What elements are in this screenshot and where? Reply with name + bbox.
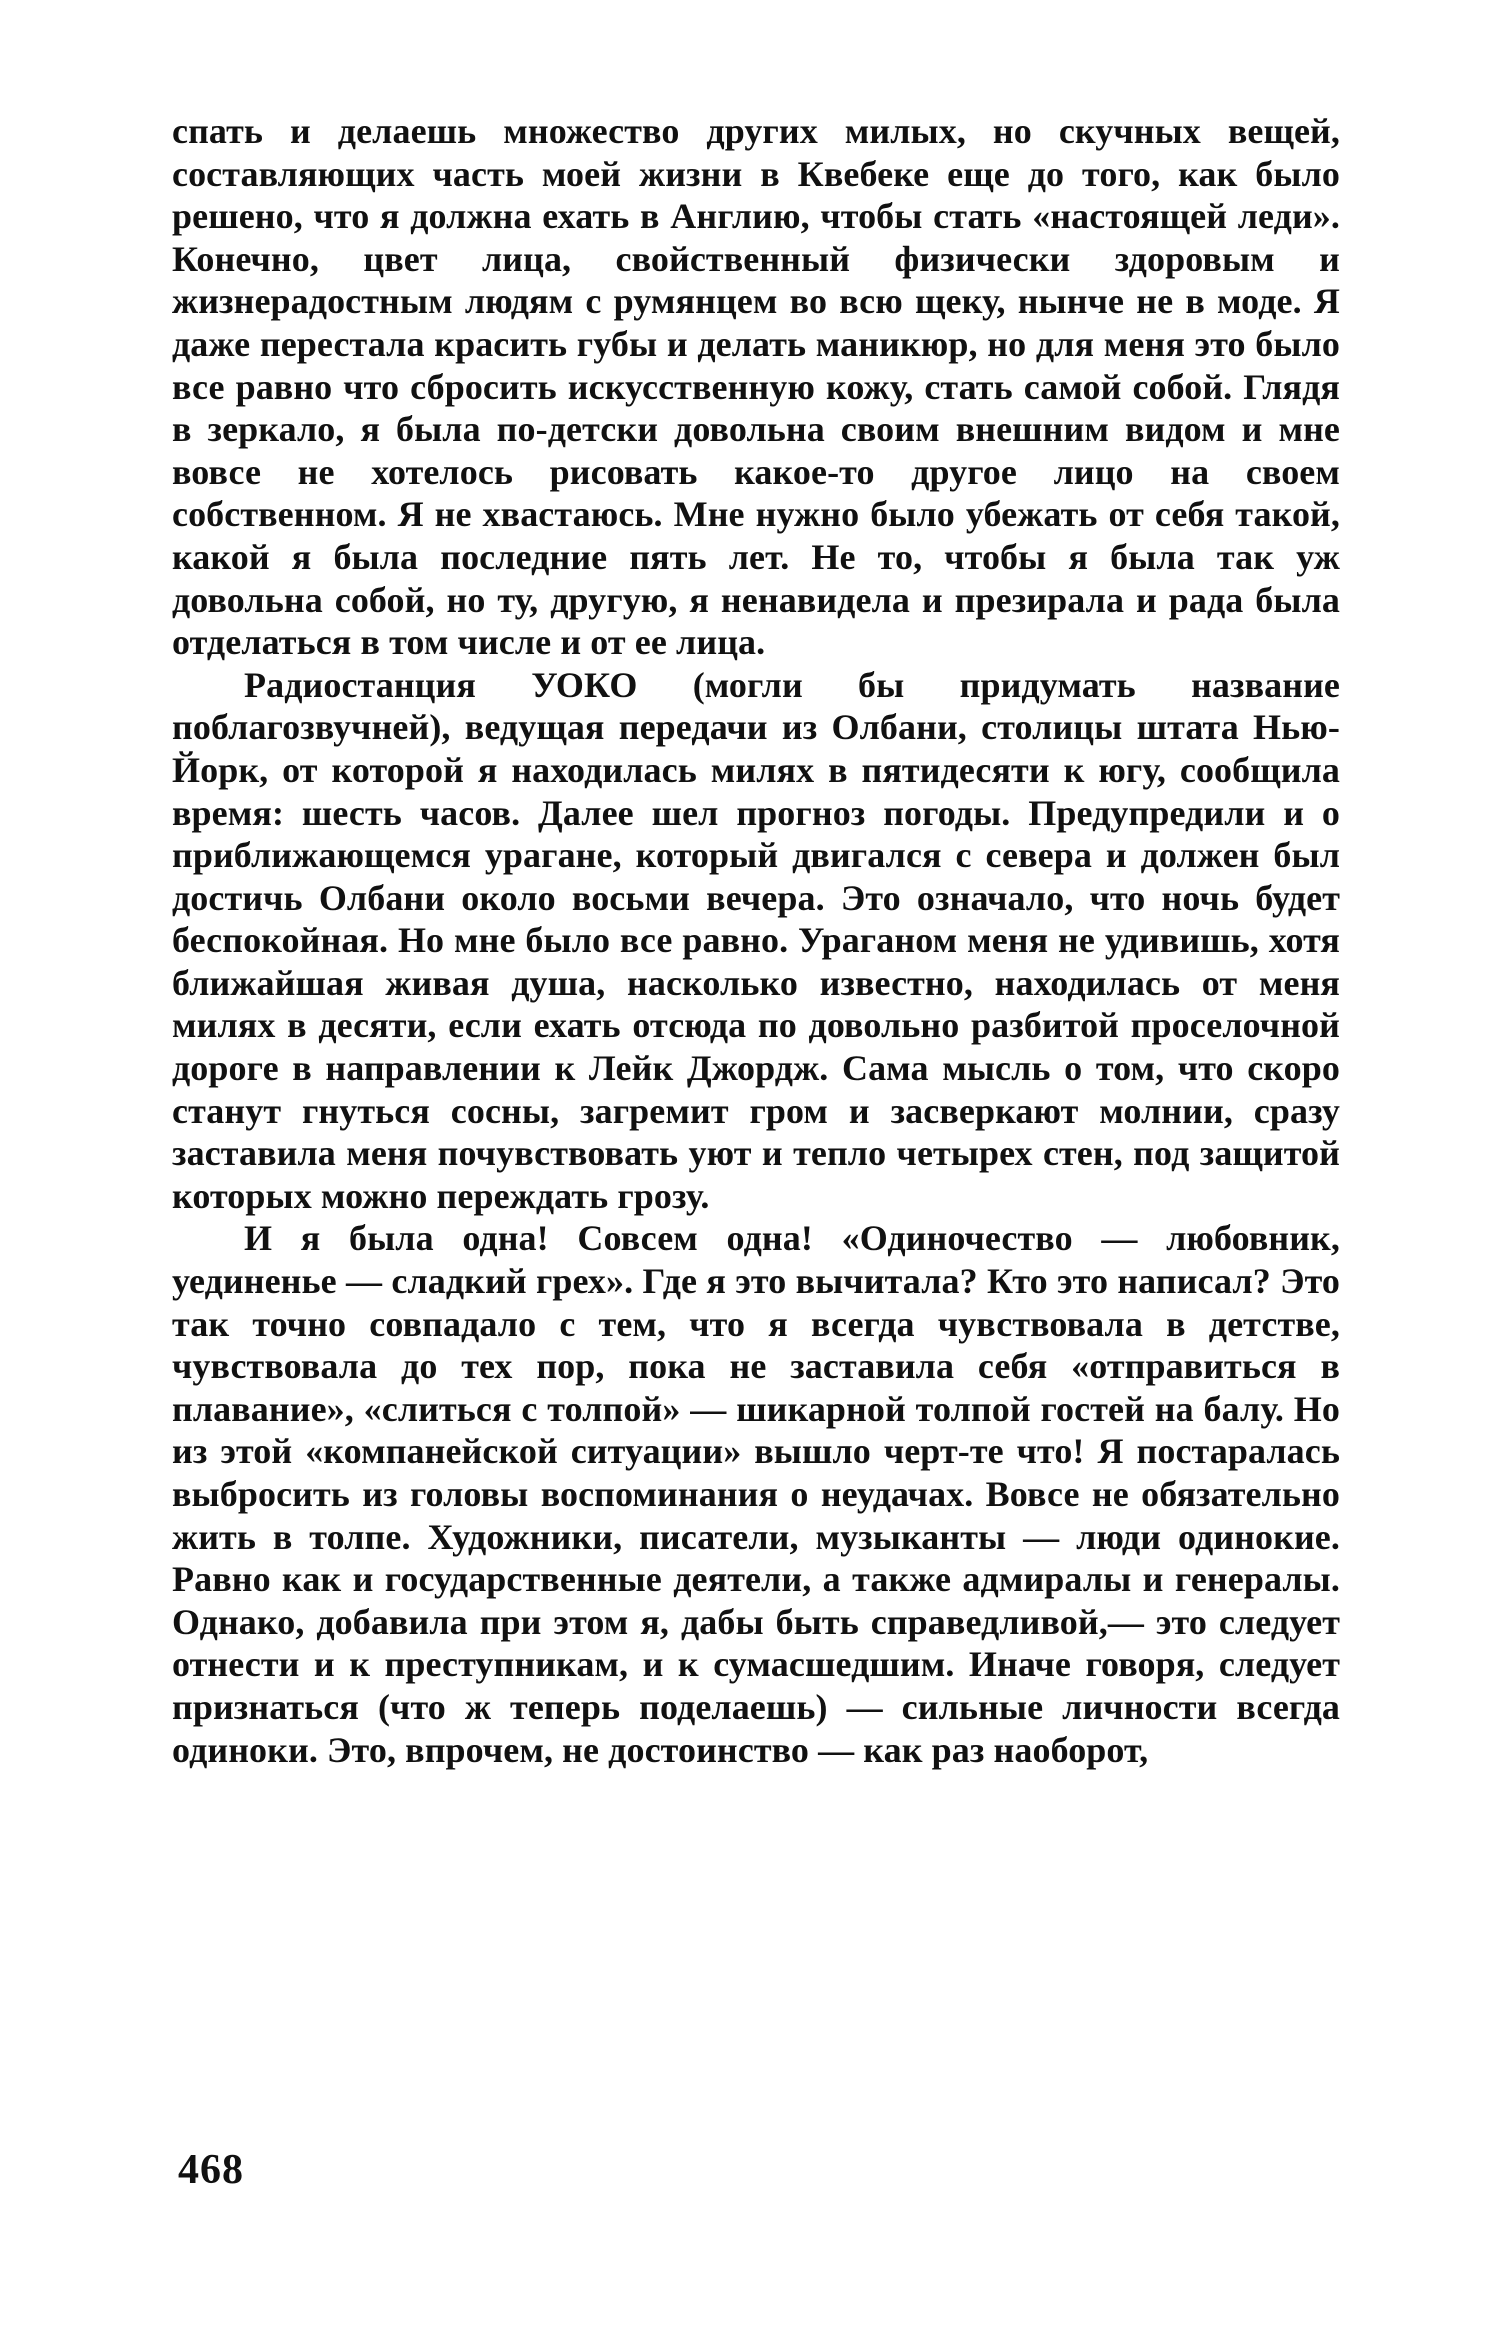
paragraph-1: спать и делаешь множество других милых, но скучных вещей, составляющих часть моей жизни в Квебеке еще до того, как было решено, что я должна ехать в Англию, чтобы стать «настоящей леди». Конечно, цвет лица, свойственный физически здоровым и жизнерадостным людям с румянцем во всю щеку, нынче не в моде. Я даже перестала красить губы и делать маникюр, но для меня это было все равно что сбросить искусственную кожу, стать самой собой. Глядя в зеркало, я была по-детски довольна своим внешним видом и мне вовсе не хотелось рисовать какое-то другое лицо на своем собственном. Я не хвастаюсь. Мне нужно было убежать от себя такой, какой я была последние пять лет. Не то, чтобы я была так уж довольна собой, но ту, другую, я ненавидела и презирала и рада была отделаться в том числе и от ее лица. — [172, 111, 1340, 663]
page-number: 468 — [178, 2147, 244, 2193]
paragraph-3: И я была одна! Совсем одна! «Одиночество — любовник, уединенье — сладкий грех». Где я это вычитала? Кто это написал? Это так точно совпадало с тем, что я всегда чувствовала в детстве, чувствовала до тех пор, пока не заставила себя «отправиться в плавание», «слиться с толпой» — шикарной толпой гостей на балу. Но из этой «компанейской ситуации» вышло черт-те что! Я постаралась выбросить из головы воспоминания о неудачах. Вовсе не обязательно жить в толпе. Художники, писатели, музыканты — люди одинокие. Равно как и государственные деятели, а также адмиралы и генералы. Однако, добавила при этом я, дабы быть справедливой,— это следует отнести и к преступникам, и к сумасшедшим. Иначе говоря, следует признаться (что ж теперь поделаешь) — сильные личности всегда одиноки. Это, впрочем, не достоинство — как раз наоборот, — [172, 1218, 1340, 1770]
body-text — [172, 110, 1340, 1771]
paragraph-2: Радиостанция УОКО (могли бы придумать название поблагозвучней), ведущая передачи из Олбани, столицы штата Нью-Йорк, от которой я находилась милях в пятидесяти к югу, сообщила время: шесть часов. Далее шел прогноз погоды. Предупредили и о приближающемся урагане, который двигался с севера и должен был достичь Олбани около восьми вечера. Это означало, что ночь будет беспокойная. Но мне было все равно. Ураганом меня не удивишь, хотя ближайшая живая душа, насколько известно, находилась от меня милях в десяти, если ехать отсюда по довольно разбитой проселочной дороге в направлении к Лейк Джордж. Сама мысль о том, что скоро станут гнуться сосны, загремит гром и засверкают молнии, сразу заставила меня почувствовать уют и тепло четырех стен, под защитой которых можно переждать грозу. — [172, 664, 1340, 1216]
